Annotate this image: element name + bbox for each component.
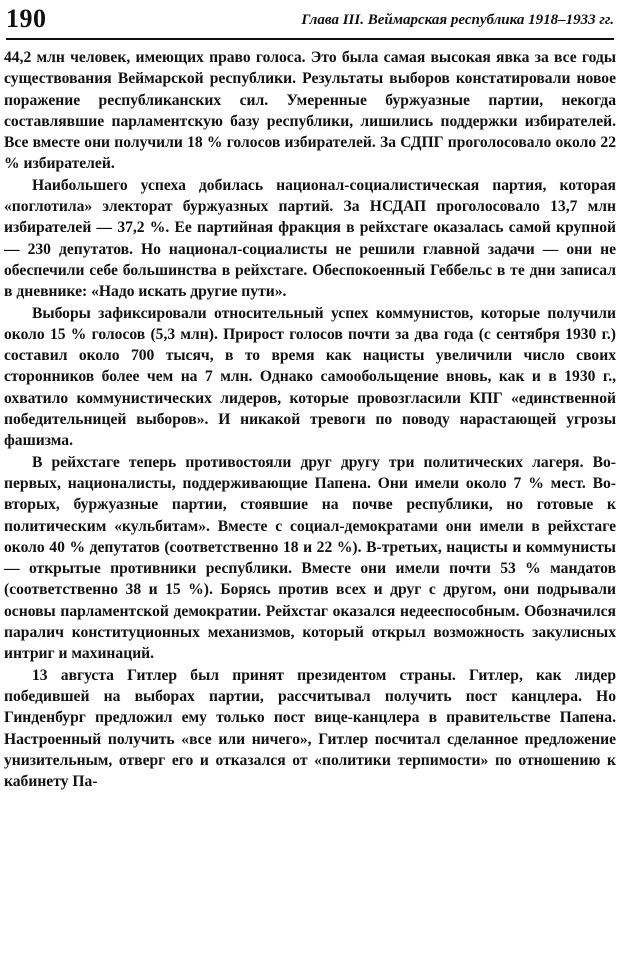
page-number: 190	[6, 4, 47, 33]
header-rule	[6, 38, 614, 40]
paragraph-5: 13 августа Гитлер был принят президентом страны. Гитлер, как лидер победившей на выборах партии, рассчитывал получить пост канцлера. Но Гинденбург предложил ему только пост вице-канцлера в правительстве Папена. Настроенный получить «все или ничего», Гитлер посчитал сделанное предложение унизительным, отверг его и отказался от «политики терпимости» по отношению к кабинету Па-	[4, 666, 616, 791]
body-text	[4, 47, 616, 792]
paragraph-1: 44,2 млн человек, имеющих право голоса. Это была самая высокая явка за все годы существования Веймарской республики. Результаты выборов констатировали новое поражение республиканских сил. Умеренные буржуазные партии, некогда составлявшие парламентскую базу республики, лишились поддержки избирателей. Все вместе они получили 18 % голосов избирателей. За СДПГ проголосовало около 22 % избирателей.	[4, 49, 616, 173]
paragraph-4: В рейхстаге теперь противостояли друг другу три политических лагеря. Во-первых, националисты, поддерживающие Папена. Они имели около 7 % мест. Во-вторых, буржуазные партии, стоявшие на почве республики, но готовые к политическим «кульбитам». Вместе с социал-демократами они имели в рейхстаге около 40 % депутатов (соответственно 18 и 22 %). В-третьих, нацисты и коммунисты — открытые противники республики. Вместе они имели почти 53 % мандатов (соответственно 38 и 15 %). Борясь против всех и друг с другом, они подрывали основы парламентской демократии. Рейхстаг оказался недееспособным. Обозначился паралич конституционных механизмов, который открыл возможность закулисных интриг и махинаций.	[4, 453, 616, 663]
paragraph-2: Наибольшего успеха добилась национал-социалистическая партия, которая «поглотила» электорат буржуазных партий. За НСДАП проголосовало 13,7 млн избирателей — 37,2 %. Ее партийная фракция в рейхстаге оказалась самой крупной — 230 депутатов. Но национал-социалисты не решили главной задачи — они не обеспечили себе большинства в рейхстаге. Обеспокоенный Геббельс в те дни записал в дневнике: «Надо искать другие пути».	[4, 176, 616, 301]
page-header	[6, 2, 614, 38]
paragraph-3: Выборы зафиксировали относительный успех коммунистов, которые получили около 15 % голосов (5,3 млн). Прирост голосов почти за два года (с сентября 1930 г.) составил около 700 тысяч, в то время как нацисты увеличили число своих сторонников более чем на 7 млн. Однако самообольщение вновь, как и в 1930 г., охватило коммунистических лидеров, которые провозгласили КПГ «единственной победительницей выборов». И никакой тревоги по поводу нарастающей угрозы фашизма.	[4, 304, 616, 450]
running-title: Глава III. Веймарская республика 1918–1933 гг.	[301, 12, 614, 28]
